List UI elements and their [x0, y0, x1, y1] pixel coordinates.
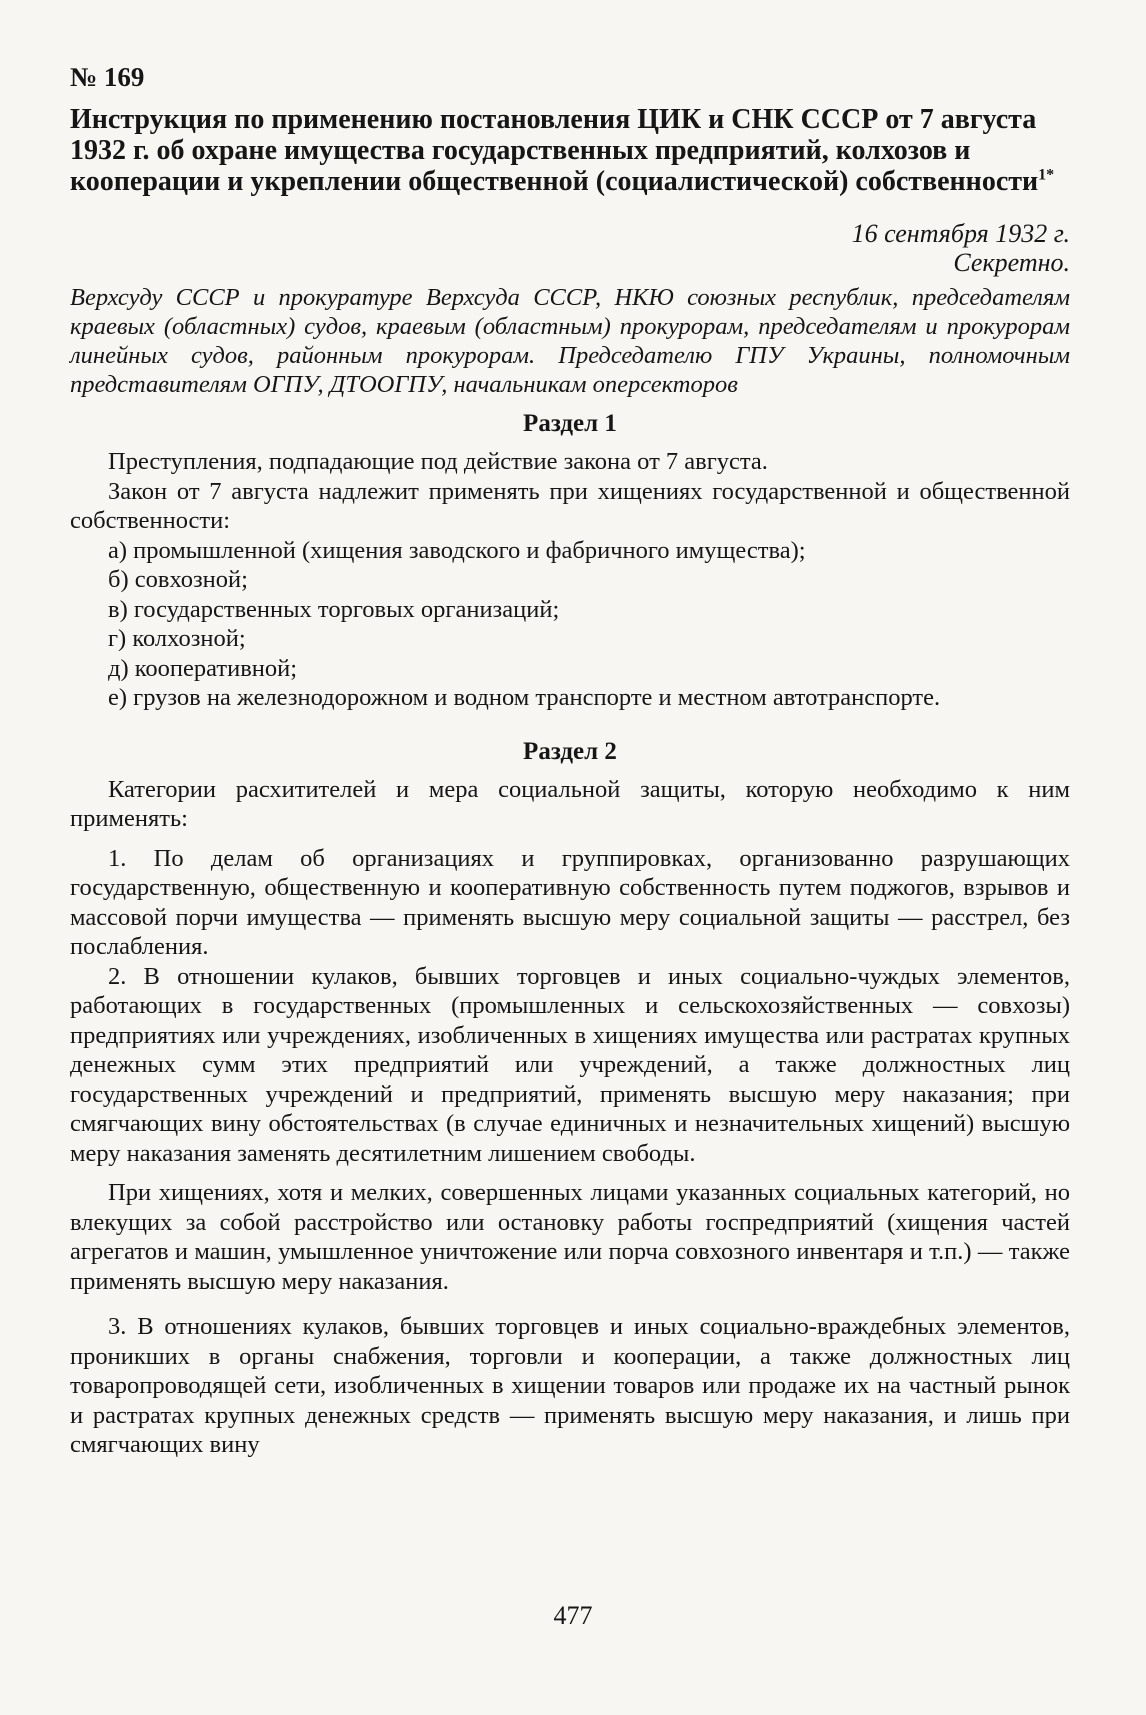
- list-item: б) совхозной;: [108, 566, 248, 593]
- title-footnote-mark: 1*: [1038, 166, 1055, 184]
- document-number: № 169: [70, 62, 145, 92]
- section-1-list: [70, 536, 1070, 713]
- list-item: е) грузов на железнодорожном и водном транспорте и местном автотранспорте.: [108, 684, 941, 711]
- list-item: в) государственных торговых организаций;: [108, 595, 560, 623]
- addressee-block: Верхсуду СССР и прокуратуре Верхсуда СССР, НКЮ союзных республик, председателям краевых (областных) судов, краевым (областным) прокурорам, председателям и прокурорам линейных судов, районным прокурорам. Председателю ГПУ Украины, полномочным представителям ОГПУ, ДТООГПУ, начальникам оперсекторов: [70, 284, 1070, 398]
- section-2-paragraph-4: 3. В отношениях кулаков, бывших торговцев и иных социально-враждебных элементов, проникших в органы снабжения, торговли и кооперации, а также должностных лиц товаропроводящей сети, изобличенных в хищении товаров или продаже их на частный рынок и растратах крупных денежных средств — применять высшую меру наказания, и лишь при смягчающих вину: [70, 1313, 1070, 1458]
- list-item: а) промышленной (хищения заводского и фабричного имущества);: [108, 536, 806, 564]
- classification-mark: Секретно.: [953, 248, 1070, 277]
- document-title-text: Инструкция по применению постановления ЦИК и СНК СССР от 7 августа 1932 г. об охране имущества государственных предприятий, колхозов и кооперации и укреплении общественной (социалистической) собственности: [70, 104, 1039, 197]
- list-item: г) колхозной;: [108, 625, 246, 652]
- section-1-heading: Раздел 1: [523, 410, 617, 437]
- section-2-heading: Раздел 2: [523, 737, 617, 765]
- list-item: д) кооперативной;: [108, 654, 298, 682]
- section-1-lead: Закон от 7 августа надлежит применять при хищениях государственной и общественной собственности:: [70, 477, 1070, 534]
- section-2-paragraph-3: При хищениях, хотя и мелких, совершенных лицами указанных социальных категорий, но влекущих за собой расстройство или остановку работы госпредприятий (хищения частей агрегатов и машин, умышленное уничтожение или порча совхозного инвентаря и т.п.) — также применять высшую меру наказания.: [70, 1179, 1070, 1295]
- section-2-paragraph-1: 1. По делам об организациях и группировках, организованно разрушающих государственную, общественную и кооперативную собственность путем поджогов, взрывов и массовой порчи имущества — применять высшую меру социальной защиты — расстрел, без послабления.: [70, 844, 1070, 960]
- page-number: 477: [553, 1601, 593, 1630]
- section-1-intro: Преступления, подпадающие под действие закона от 7 августа.: [108, 448, 768, 475]
- section-2-paragraph-2: 2. В отношении кулаков, бывших торговцев и иных социально-чуждых элементов, работающих в государственных (промышленных и сельскохозяйственных — совхозы) предприятиях или учреждениях, изобличенных в хищениях имущества или растратах крупных денежных сумм этих предприятий или учреждений, а также должностных лиц государственных учреждений и предприятий, применять высшую меру наказания; при смягчающих вину обстоятельствах (в случае единичных и незначительных хищений) высшую меру наказания заменять десятилетним лишением свободы.: [70, 962, 1070, 1167]
- section-2-intro: Категории расхитителей и мера социальной защиты, которую необходимо к ним применять:: [70, 775, 1070, 832]
- document-title: [70, 104, 1070, 197]
- document-date: 16 сентября 1932 г.: [851, 219, 1070, 248]
